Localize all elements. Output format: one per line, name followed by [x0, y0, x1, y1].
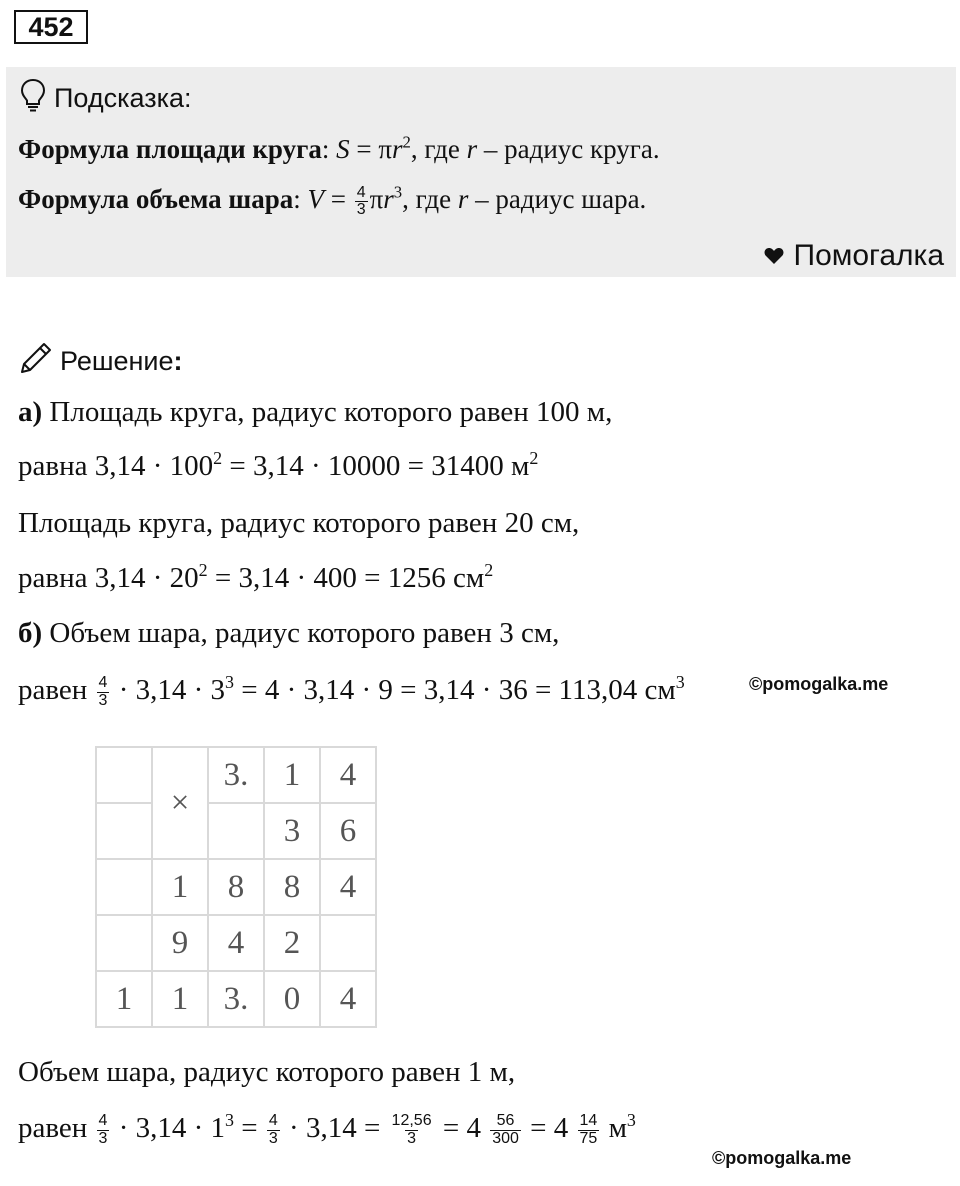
grid-cell: [96, 803, 152, 859]
brand-name: Помогалка: [793, 239, 944, 272]
fraction: $\frac{4}{3}$: [98, 1112, 108, 1147]
fraction: $\frac{12,56}{3}$: [391, 1112, 432, 1147]
grid-cell: [96, 859, 152, 915]
line-text: = 4: [522, 1112, 576, 1144]
grid-row: [96, 971, 376, 1027]
grid-cell: [96, 915, 152, 971]
exponent: 2: [484, 559, 494, 580]
note-text: , где: [402, 184, 458, 214]
grid-cell: 0: [264, 971, 320, 1027]
line-text: · 3,14 · 1: [111, 1112, 226, 1144]
note-text: , где: [410, 134, 467, 164]
formula-eq: =: [324, 184, 353, 214]
var-r: r: [391, 134, 403, 164]
solution-line-2: [18, 447, 539, 483]
solution-line-6: [18, 671, 685, 710]
grid-cell: 4: [208, 915, 264, 971]
exponent: 2: [213, 447, 223, 468]
var-r: r: [466, 134, 478, 164]
exponent: 3: [225, 671, 235, 692]
grid-cell: 1: [264, 747, 320, 803]
line-text: равен: [18, 674, 95, 706]
multiplication-grid: [95, 746, 377, 1028]
exponent: 3: [225, 1109, 235, 1130]
grid-cell: 4: [320, 747, 376, 803]
line-text: · 3,14 · 3: [111, 674, 226, 706]
hint-title: Подсказка:: [54, 83, 192, 113]
line-text: Объем шара, радиус которого равен 3 см,: [42, 617, 560, 649]
line-text: =: [234, 1112, 265, 1144]
hint-header: [20, 78, 192, 119]
grid-row: [96, 859, 376, 915]
grid-cell: 3.: [208, 971, 264, 1027]
grid-cell: 9: [152, 915, 208, 971]
fraction: $\frac{4}{3}$: [268, 1112, 278, 1147]
solution-title-colon: :: [173, 346, 183, 376]
grid-cell: 4: [320, 971, 376, 1027]
grid-row: [96, 803, 376, 859]
solution-line-3: Площадь круга, радиус которого равен 20 см,: [18, 507, 580, 539]
grid-cell: 3: [264, 803, 320, 859]
note-text: – радиус шара.: [468, 184, 647, 214]
grid-cell: 4: [320, 859, 376, 915]
part-a-marker: а): [18, 396, 43, 428]
pi: π: [369, 184, 384, 214]
note-text: – радиус круга.: [477, 134, 660, 164]
solution-line-7: Объем шара, радиус которого равен 1 м,: [18, 1056, 516, 1088]
var-v: V: [307, 184, 324, 214]
solution-line-4: [18, 559, 494, 595]
volume-formula-label: Формула объема шара: [18, 184, 294, 214]
grid-cell: 3.: [208, 747, 264, 803]
grid-cell: 2: [264, 915, 320, 971]
heart-icon: [764, 239, 784, 273]
grid-row: [96, 747, 376, 803]
brand-label: [764, 239, 945, 273]
watermark: ©pomogalka.me: [749, 674, 889, 694]
pencil-icon: [18, 340, 54, 383]
grid-cell: 6: [320, 803, 376, 859]
line-text: равна 3,14 · 100: [18, 450, 214, 482]
part-b-marker: б): [18, 617, 43, 649]
grid-row: [96, 915, 376, 971]
solution-title: Решение: [60, 346, 174, 376]
var-r: r: [457, 184, 469, 214]
grid-cell: 8: [208, 859, 264, 915]
exponent: 2: [529, 447, 539, 468]
grid-cell: [208, 803, 264, 859]
line-text: Площадь круга, радиус которого равен 100 м,: [42, 396, 613, 428]
watermark: ©pomogalka.me: [712, 1148, 852, 1168]
volume-formula-line: Формула объема шара: V = $\frac{4}{3}$ $\pi r^3$, где r – радиус шара.: [18, 182, 647, 219]
exponent: 3: [675, 671, 685, 692]
line-text: = 4 · 3,14 · 9 = 3,14 · 36 = 113,04 см: [234, 674, 676, 706]
solution-line-5: [18, 617, 559, 650]
line-text: = 3,14 · 10000 = 31400 м: [222, 450, 530, 482]
formula-eq: = π: [349, 134, 392, 164]
line-text: м: [601, 1112, 627, 1144]
solution-header: [18, 340, 183, 383]
task-number: 452: [14, 10, 88, 44]
area-formula-line: Формула площади круга: $S = \pi r^2$, где r – радиус круга.: [18, 132, 660, 164]
line-text: · 3,14 =: [281, 1112, 388, 1144]
fraction: $\frac{14}{75}$: [579, 1112, 598, 1147]
line-text: равен: [18, 1112, 95, 1144]
grid-cell: ×: [152, 747, 208, 859]
line-text: = 4: [435, 1112, 489, 1144]
fraction: $\frac{56}{300}$: [492, 1112, 519, 1147]
var-r: r: [383, 184, 394, 214]
solution-line-8: [18, 1109, 636, 1148]
exponent: 2: [198, 559, 208, 580]
exponent: 2: [402, 132, 411, 152]
line-text: = 3,14 · 400 = 1256 см: [207, 562, 485, 594]
grid-cell: 1: [152, 971, 208, 1027]
var-s: S: [336, 134, 350, 164]
exponent: 3: [393, 182, 403, 202]
grid-cell: 1: [96, 971, 152, 1027]
grid-cell: 8: [264, 859, 320, 915]
fraction: $\frac{4}{3}$: [356, 183, 366, 219]
grid-cell: [96, 747, 152, 803]
solution-line-1: [18, 396, 612, 429]
grid-cell: 1: [152, 859, 208, 915]
lightbulb-icon: [20, 78, 46, 119]
grid-cell: [320, 915, 376, 971]
exponent: 3: [626, 1109, 636, 1130]
fraction: $\frac{4}{3}$: [98, 674, 108, 709]
area-formula-label: Формула площади круга: [18, 134, 322, 164]
line-text: равна 3,14 · 20: [18, 562, 199, 594]
